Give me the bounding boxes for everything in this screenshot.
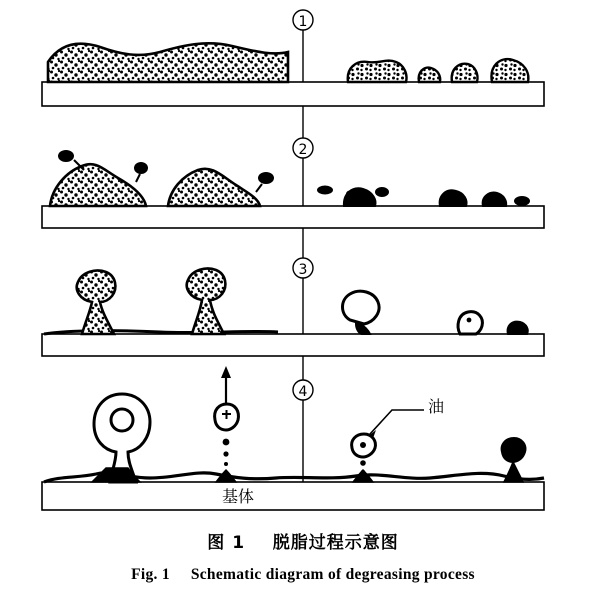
stage-2-substrate [42, 206, 544, 228]
stage-1-oil-lump-1 [348, 61, 407, 82]
stage-4-arrow-head-left [221, 366, 231, 378]
stage-4-group [42, 366, 544, 510]
figure-caption-cn-label: 图 1 [207, 533, 246, 553]
stage-3-droplet-3 [508, 322, 528, 334]
figure-caption-cn [0, 528, 606, 553]
svg-text:1: 1 [298, 14, 308, 30]
stage-4-trail-dot-3 [224, 462, 228, 466]
figure-caption-en-text: Schematic diagram of degreasing process [190, 566, 475, 583]
svg-text:2: 2 [298, 142, 308, 158]
stage-4-droplet-core-left [111, 409, 133, 431]
stage-4-oil-droplet-core [360, 442, 366, 448]
svg-text:4: 4 [298, 384, 308, 400]
stage-3-droplet-1-neck [356, 324, 370, 334]
stage-3-number [293, 258, 313, 278]
stage-3-droplet-2 [458, 312, 482, 334]
stage-1-number [293, 10, 313, 30]
stage-2-oil-mound-1 [50, 164, 146, 206]
stage-2-right-droplet-3 [375, 187, 389, 197]
stage-4-right-droplet-stalk [504, 462, 523, 482]
stage-2-right-droplet-4 [514, 196, 530, 206]
stage-3-mushroom-1 [77, 270, 116, 334]
figure-caption-en [0, 566, 606, 584]
stage-2-right-lump-3 [483, 193, 506, 206]
stage-2-droplet-c [258, 172, 274, 184]
stage-2-number [293, 138, 313, 158]
svg-text:3: 3 [298, 262, 308, 278]
stage-1-oil-lump-4 [492, 59, 529, 82]
oil-label-leader-line [370, 410, 424, 434]
stage-2-oil-mound-2 [168, 169, 260, 206]
stage-3-droplet-1 [343, 291, 380, 324]
stage-4-number [293, 380, 313, 400]
stage-4-trail-dot-2 [223, 451, 228, 456]
stage-2-right-lump-2 [440, 190, 467, 206]
stage-2-droplet-a [58, 150, 74, 162]
stage-4-substrate [42, 482, 544, 510]
figure-caption-cn-text: 脱脂过程示意图 [272, 533, 399, 553]
stage-2-droplet-c-neck [256, 184, 262, 192]
stage-3-group [42, 258, 544, 356]
stage-2-group [42, 138, 544, 228]
stage-3-mushroom-2 [187, 268, 226, 334]
stage-3-substrate [42, 334, 544, 356]
stage-3-droplet-2-dot [467, 318, 472, 323]
oil-label: 油 [428, 397, 445, 416]
stage-4-oil-trail-dot-1 [360, 460, 366, 466]
stage-1-substrate [42, 82, 544, 106]
stage-4-trail-dot-1 [223, 439, 230, 446]
figure-caption-en-label: Fig. 1 [131, 566, 170, 583]
stage-2-droplet-b [134, 162, 148, 174]
stage-2-right-lump-1 [344, 188, 376, 206]
stage-1-group [42, 10, 544, 106]
stage-4-right-droplet [502, 438, 526, 462]
stage-2-right-droplet-1 [317, 186, 333, 195]
stage-1-oil-lump-3 [452, 64, 478, 82]
stage-1-oil-film-left [48, 43, 288, 82]
stage-1-oil-lump-2 [419, 68, 441, 82]
stage-2-droplet-b-neck [136, 174, 140, 182]
substrate-label: 基体 [222, 487, 255, 506]
